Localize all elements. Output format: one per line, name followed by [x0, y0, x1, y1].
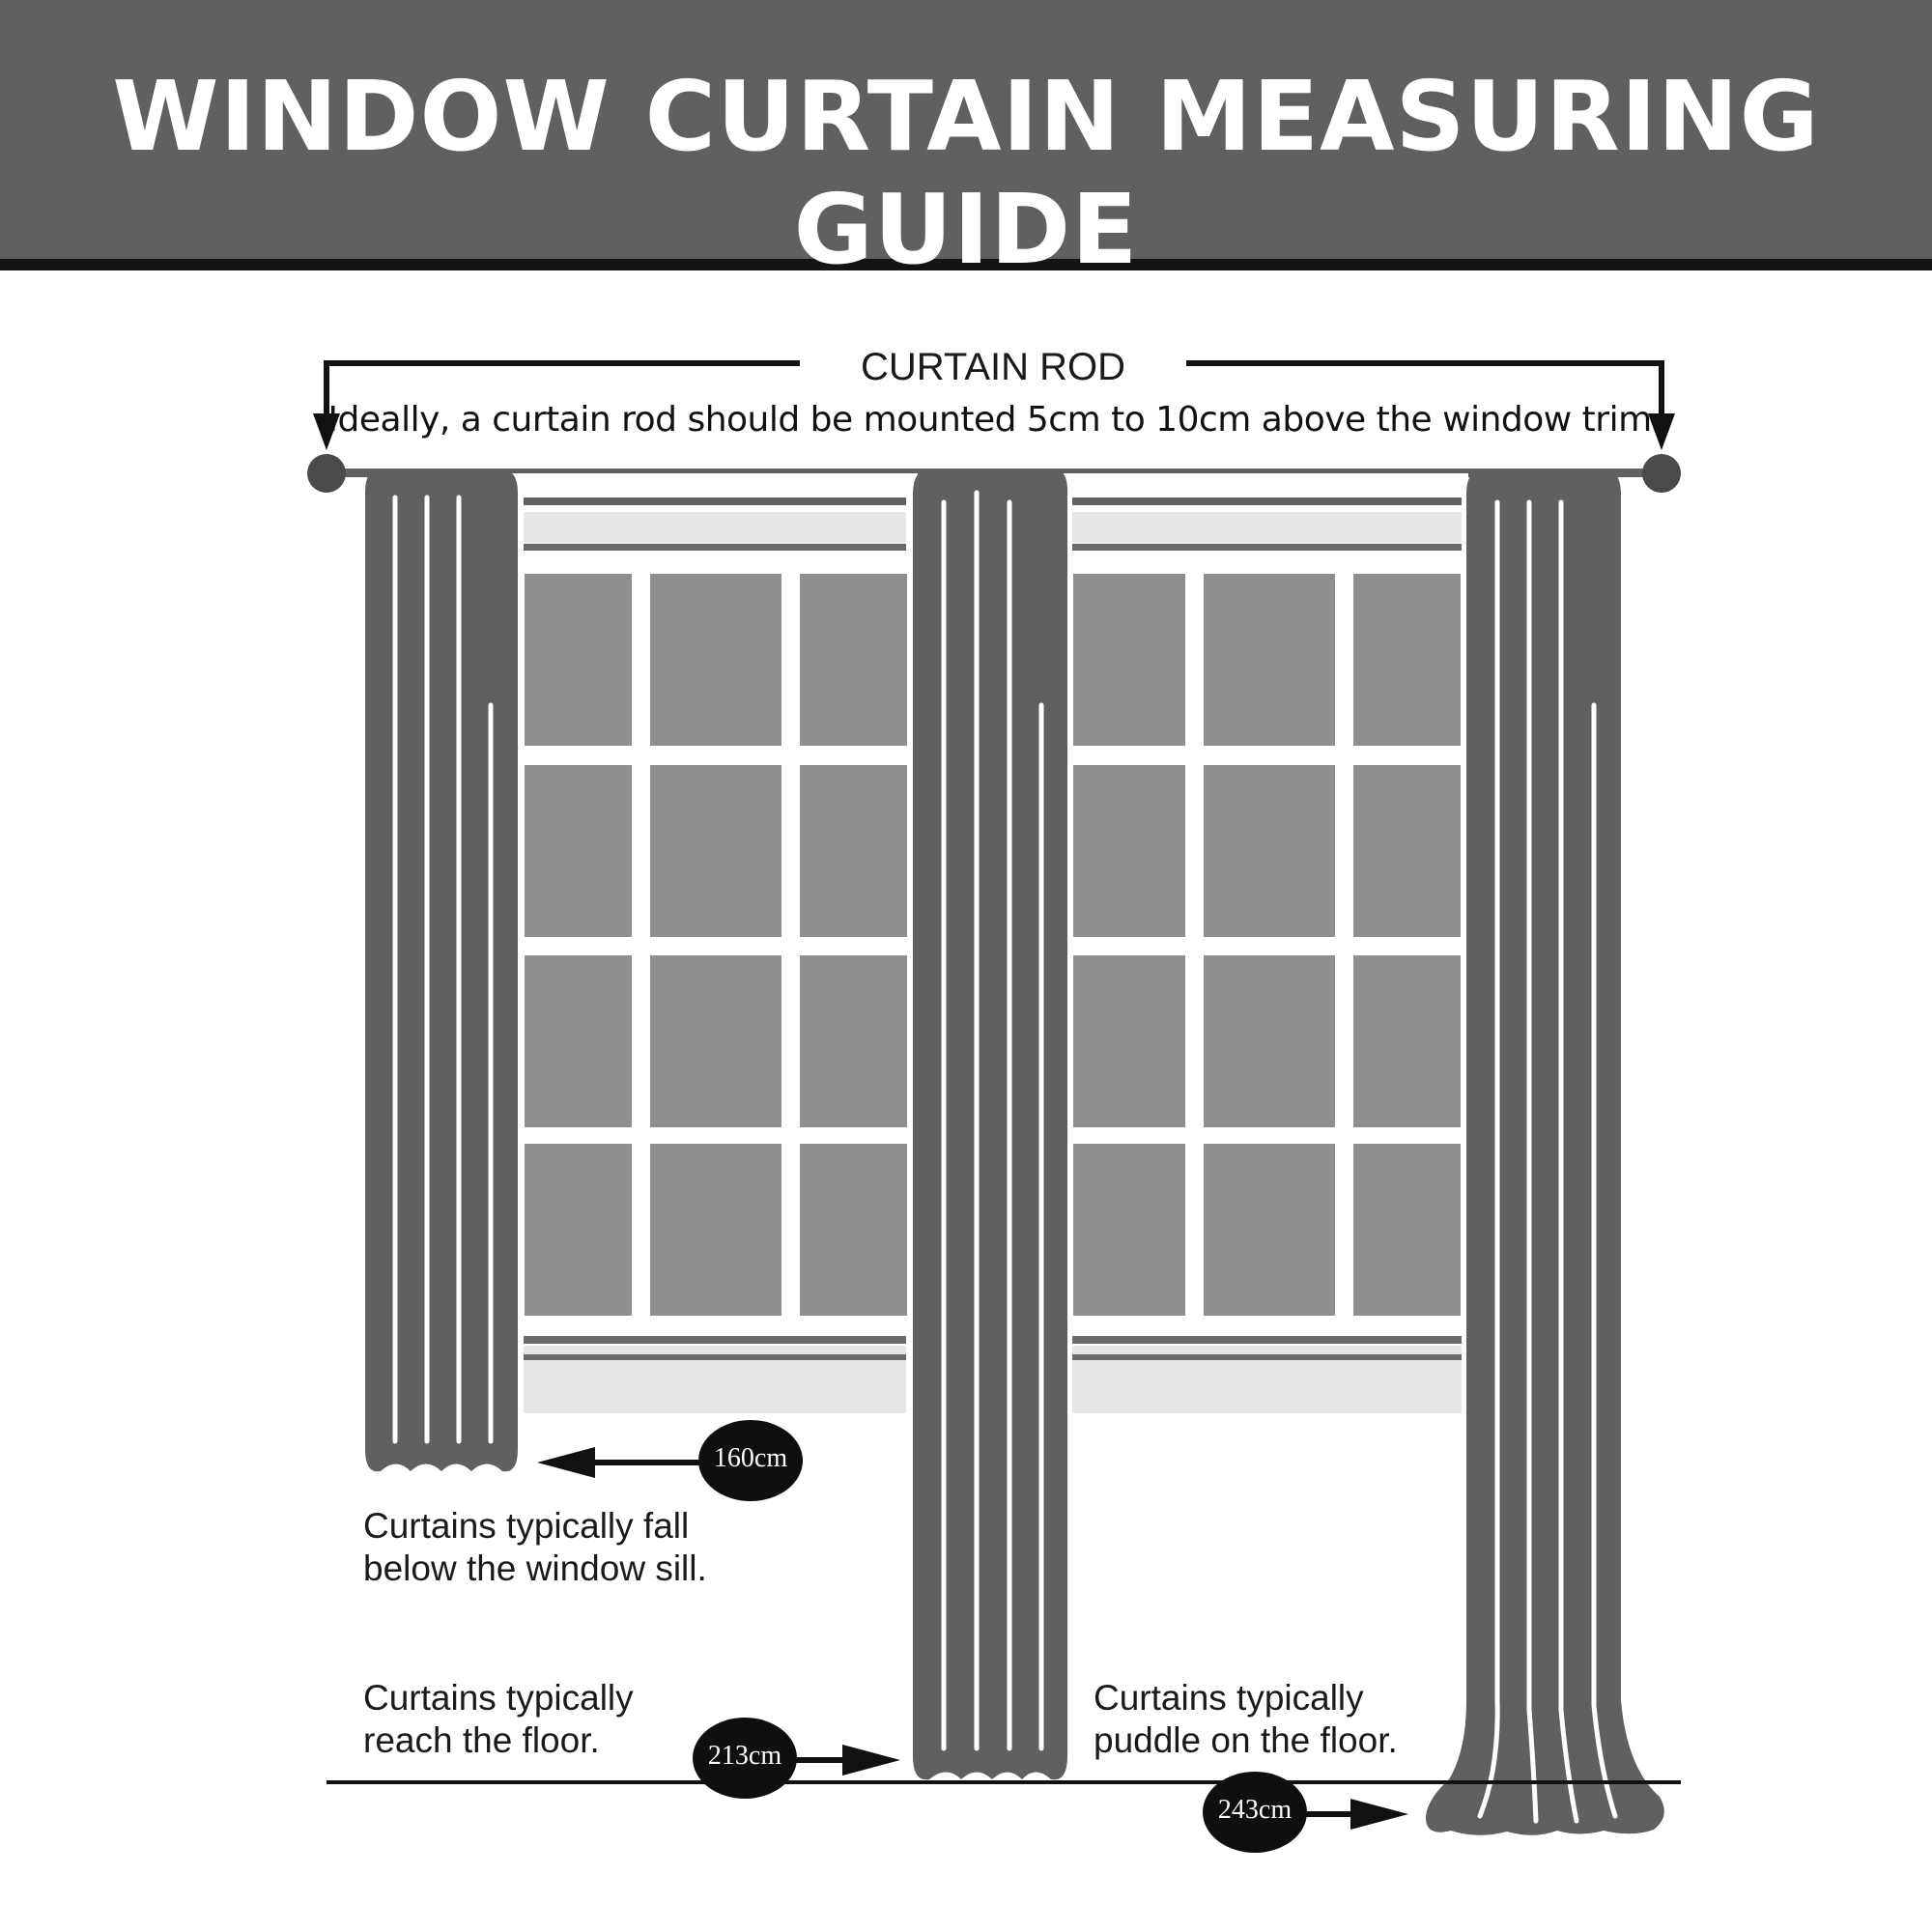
window-left — [512, 473, 918, 1415]
curtain-rod-label: CURTAIN ROD — [800, 346, 1186, 389]
length-160-badge: 160cm — [713, 1443, 788, 1473]
rod-finial-right-icon — [1642, 454, 1681, 493]
window-right — [1063, 473, 1468, 1415]
arrow-right-icon — [842, 1745, 900, 1776]
curtain-rod-note: Ideally, a curtain rod should be mounted 5cm to 10cm above the window trim. — [327, 400, 1662, 440]
length-213-badge: 213cm — [707, 1741, 782, 1771]
note-below-sill — [363, 1505, 707, 1590]
rod-finial-left-icon — [307, 454, 346, 493]
note-puddle-floor-line1: Curtains typically — [1094, 1678, 1364, 1718]
note-reach-floor-line1: Curtains typically — [363, 1678, 634, 1718]
note-below-sill-line1: Curtains typically fall — [363, 1506, 690, 1546]
note-puddle-floor-line2: puddle on the floor. — [1094, 1720, 1398, 1760]
note-below-sill-line2: below the window sill. — [363, 1548, 707, 1588]
note-reach-floor — [363, 1677, 634, 1762]
page-title: WINDOW CURTAIN MEASURING GUIDE — [112, 60, 1820, 286]
curtain-middle-floor — [913, 469, 1067, 1779]
note-reach-floor-line2: reach the floor. — [363, 1720, 600, 1760]
curtain-left-short — [365, 469, 518, 1471]
arrow-right-icon — [1350, 1799, 1408, 1830]
note-puddle-floor — [1094, 1677, 1398, 1762]
arrow-left-icon — [537, 1447, 595, 1478]
length-243-badge: 243cm — [1217, 1795, 1293, 1825]
